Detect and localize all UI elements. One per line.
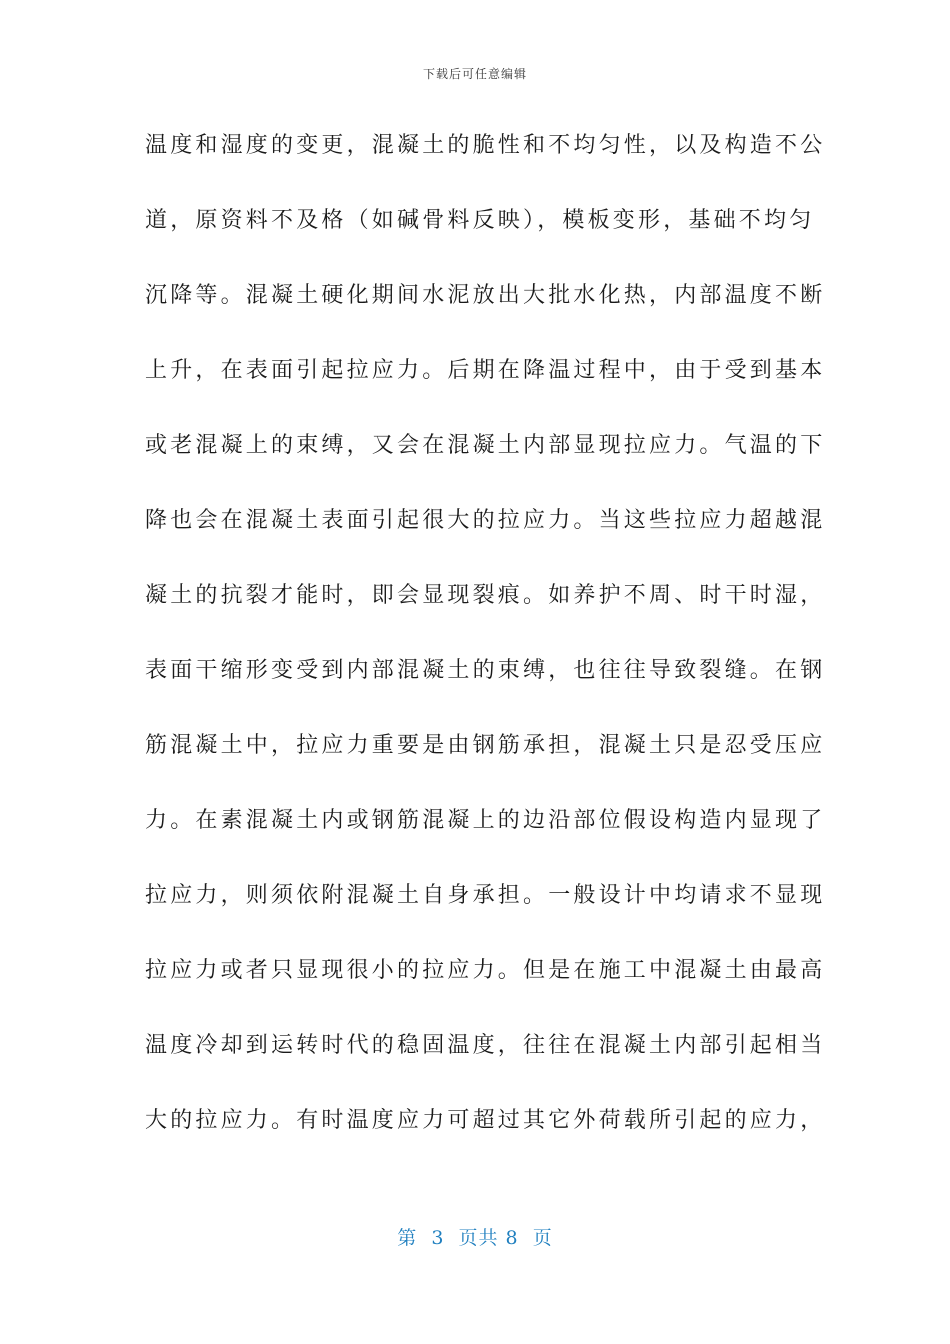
text-line: 拉应力或者只显现很小的拉应力。但是在施工中混凝土由最高 bbox=[145, 958, 826, 983]
document-body bbox=[145, 108, 826, 1158]
page-header: 下载后可任意编辑 bbox=[422, 67, 527, 81]
text-line: 道，原资料不及格（如碱骨料反映），模板变形，基础不均匀 bbox=[145, 208, 815, 233]
text-line: 大的拉应力。有时温度应力可超过其它外荷载所引起的应力， bbox=[145, 1108, 826, 1133]
text-line: 筋混凝土中，拉应力重要是由钢筋承担，混凝土只是忍受压应 bbox=[145, 733, 826, 758]
text-line: 或老混凝上的束缚，又会在混凝土内部显现拉应力。气温的下 bbox=[145, 433, 826, 458]
text-line: 降也会在混凝土表面引起很大的拉应力。当这些拉应力超越混 bbox=[145, 508, 826, 533]
text-line: 温度和湿度的变更，混凝土的脆性和不均匀性，以及构造不公 bbox=[145, 133, 826, 158]
text-line: 沉降等。混凝土硬化期间水泥放出大批水化热，内部温度不断 bbox=[145, 283, 826, 308]
text-line: 表面干缩形变受到内部混凝土的束缚，也往往导致裂缝。在钢 bbox=[145, 658, 826, 683]
page-number-footer: 第 3 页共 8 页 bbox=[397, 1227, 553, 1249]
text-line: 力。在素混凝土内或钢筋混凝上的边沿部位假设构造内显现了 bbox=[145, 808, 826, 833]
text-line: 凝土的抗裂才能时，即会显现裂痕。如养护不周、时干时湿， bbox=[145, 583, 826, 608]
text-line: 上升，在表面引起拉应力。后期在降温过程中，由于受到基本 bbox=[145, 358, 826, 383]
text-line: 拉应力，则须依附混凝土自身承担。一般设计中均请求不显现 bbox=[145, 883, 826, 908]
text-line: 温度冷却到运转时代的稳固温度，往往在混凝土内部引起相当 bbox=[145, 1033, 826, 1058]
